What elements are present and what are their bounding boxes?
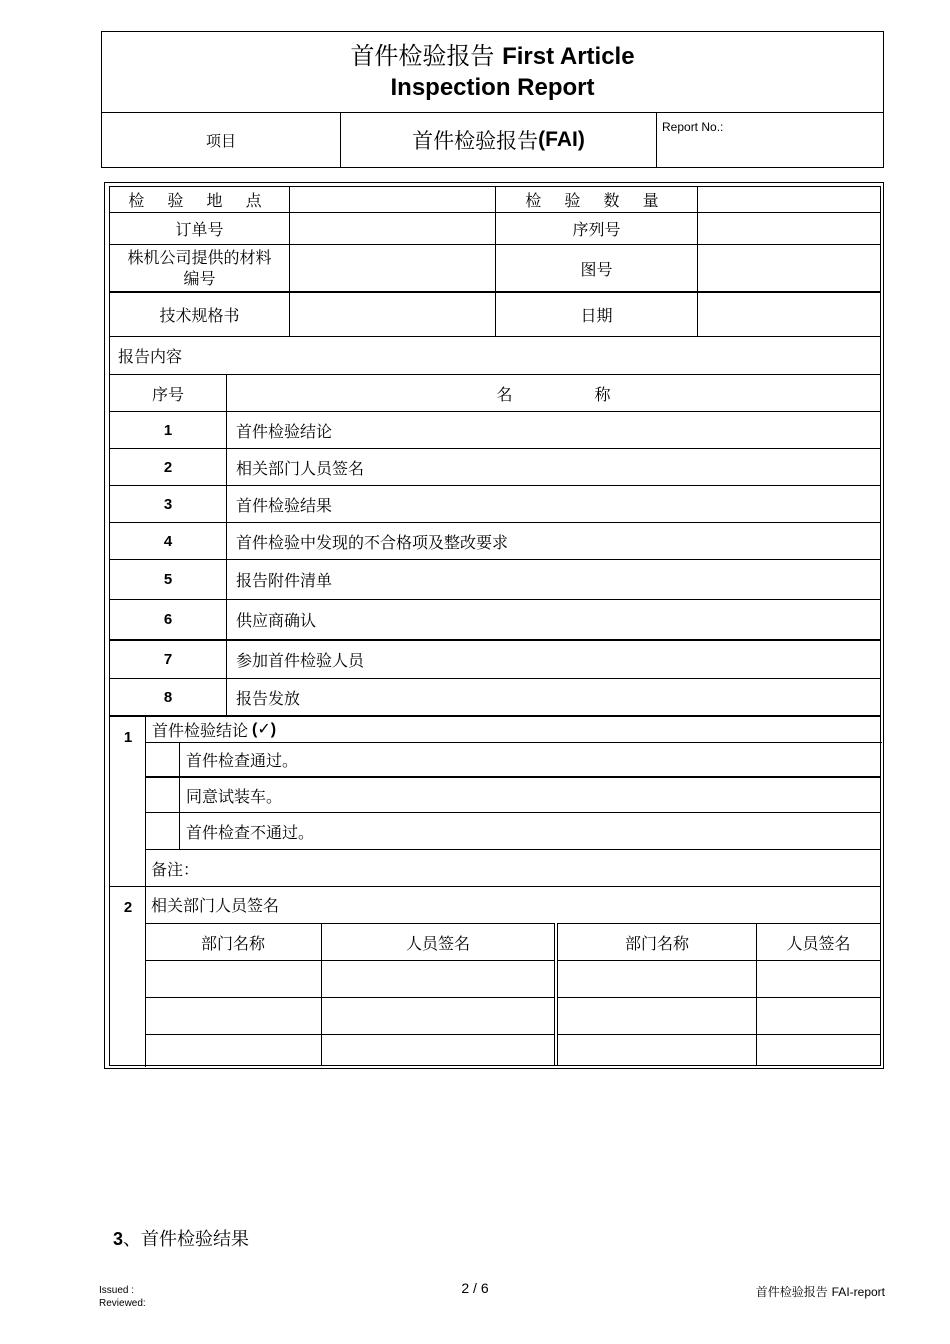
- section3-no: 3: [113, 1229, 124, 1249]
- contents-title: 报告内容: [110, 336, 880, 374]
- inspection-form: [104, 182, 884, 1069]
- sign-cell[interactable]: [145, 1034, 321, 1065]
- footer-issued: Issued :: [99, 1285, 135, 1296]
- sign-cell[interactable]: [756, 997, 880, 1034]
- report-header: [101, 31, 884, 168]
- contents-item-name: 相关部门人员签名: [226, 448, 880, 485]
- section3-title: 、首件检验结果: [123, 1229, 250, 1250]
- section2-no: 2: [123, 899, 133, 916]
- sign-cell[interactable]: [321, 960, 555, 997]
- sign-cell[interactable]: [756, 960, 880, 997]
- footer-page-number: 2 / 6: [461, 1280, 489, 1296]
- order-no-value[interactable]: [289, 212, 495, 244]
- fai-title: [341, 113, 657, 167]
- serial-no-value[interactable]: [697, 212, 880, 244]
- inner-frame-right: [880, 186, 881, 1066]
- report-title-line-2: Inspection Report: [390, 74, 595, 101]
- sign-cell[interactable]: [321, 997, 555, 1034]
- contents-item-name: 报告发放: [226, 678, 880, 715]
- title-cn: 首件检验报告: [350, 42, 495, 70]
- contents-item-no: 4: [110, 522, 226, 559]
- contents-item-no: 1: [110, 411, 226, 448]
- col-name-part-2: 称: [594, 384, 611, 404]
- inspection-qty-value[interactable]: [697, 187, 880, 212]
- material-no-value[interactable]: [289, 244, 495, 291]
- sign-cell[interactable]: [145, 997, 321, 1034]
- contents-item-name: 首件检验中发现的不合格项及整改要求: [226, 522, 880, 559]
- sign-cell[interactable]: [321, 1034, 555, 1065]
- col-name-part-1: 名: [496, 384, 513, 404]
- contents-item-no: 7: [110, 639, 226, 678]
- date-value[interactable]: [697, 291, 880, 336]
- contents-item-no: 2: [110, 448, 226, 485]
- option-pass: 首件检查通过。: [179, 742, 882, 776]
- report-no-field[interactable]: Report No.:: [662, 120, 724, 134]
- checkmark-icon: (✓): [252, 721, 277, 738]
- option-checkbox-pass[interactable]: [145, 742, 179, 776]
- dept-name-header: 部门名称: [557, 923, 756, 960]
- drawing-no-label: 图号: [495, 244, 697, 291]
- inner-frame-bottom: [109, 1065, 881, 1066]
- person-sign-header: 人员签名: [756, 923, 880, 960]
- contents-item-no: 8: [110, 678, 226, 715]
- sign-cell[interactable]: [557, 1034, 756, 1065]
- contents-item-no: 6: [110, 599, 226, 639]
- footer-doc-cn: 首件检验报告: [755, 1285, 828, 1299]
- title-en-1: First Article: [502, 43, 635, 70]
- tech-spec-label: 技术规格书: [110, 291, 289, 336]
- option-checkbox-fail[interactable]: [145, 812, 179, 849]
- section1-no: 1: [123, 729, 133, 746]
- date-label: 日期: [495, 291, 697, 336]
- sign-cell[interactable]: [756, 1034, 880, 1065]
- inspection-place-value[interactable]: [289, 187, 495, 212]
- fai-title-en: (FAI): [538, 128, 585, 151]
- contents-item-name: 首件检验结论: [226, 411, 880, 448]
- section1-remark[interactable]: 备注：: [145, 849, 880, 886]
- report-title-line-1: [350, 41, 634, 72]
- sign-cell[interactable]: [145, 960, 321, 997]
- section3-heading: [113, 1225, 249, 1251]
- footer-doc-name: [700, 1283, 885, 1300]
- person-sign-header: 人员签名: [321, 923, 555, 960]
- sign-cell[interactable]: [557, 960, 756, 997]
- footer-issued-reviewed: [99, 1284, 146, 1310]
- option-checkbox-trial[interactable]: [145, 776, 179, 812]
- project-label: 项目: [102, 113, 341, 167]
- option-trial: 同意试装车。: [179, 776, 880, 812]
- dept-name-header: 部门名称: [145, 923, 321, 960]
- material-no-label-2: 编号: [183, 269, 216, 288]
- material-no-label: [110, 244, 289, 291]
- contents-item-name: 供应商确认: [226, 599, 880, 639]
- contents-item-name: 首件检验结果: [226, 485, 880, 522]
- contents-col-no: 序号: [110, 374, 226, 411]
- contents-item-no: 5: [110, 559, 226, 599]
- order-no-label: 订单号: [110, 212, 289, 244]
- title-row: [102, 32, 883, 113]
- contents-item-no: 3: [110, 485, 226, 522]
- material-no-label-1: 株机公司提供的材料: [127, 248, 272, 267]
- footer-doc-en: FAI-report: [831, 1285, 885, 1299]
- fai-title-cn: 首件检验报告: [412, 129, 539, 153]
- option-fail: 首件检查不通过。: [179, 812, 880, 849]
- drawing-no-value[interactable]: [697, 244, 880, 291]
- contents-item-name: 参加首件检验人员: [226, 639, 880, 678]
- footer-reviewed: Reviewed:: [99, 1298, 146, 1309]
- inspection-place-label: 检 验 地 点: [128, 191, 271, 210]
- contents-item-name: 报告附件清单: [226, 559, 880, 599]
- section1-title-text: 首件检验结论: [152, 720, 249, 740]
- section2-title: 相关部门人员签名: [151, 896, 280, 915]
- sign-cell[interactable]: [557, 997, 756, 1034]
- tech-spec-value[interactable]: [289, 291, 495, 336]
- serial-no-label: 序列号: [495, 212, 697, 244]
- section1-title: [145, 716, 880, 742]
- inspection-qty-label: 检 验 数 量: [495, 187, 697, 212]
- contents-col-name: [226, 374, 880, 411]
